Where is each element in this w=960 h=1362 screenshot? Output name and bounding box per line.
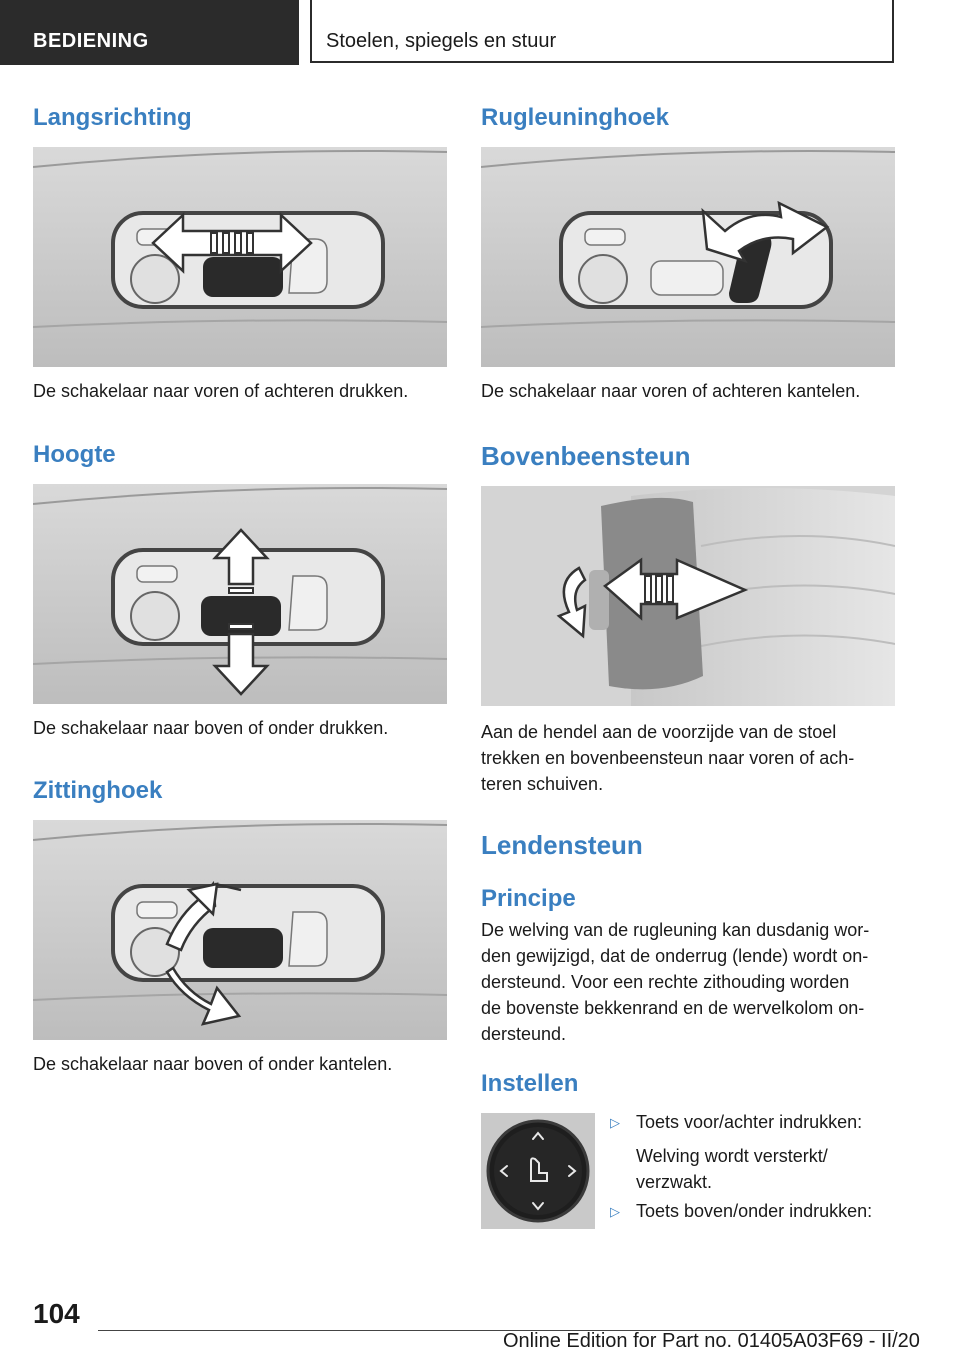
bullet-item: Toets voor/achter indrukken: [636, 1112, 863, 1132]
caption-langsrichting: De schakelaar naar voren of achteren drukken. [33, 381, 409, 401]
header-section-label: BEDIENING [33, 30, 149, 52]
heading-zittinghoek: Zittinghoek [33, 777, 163, 804]
image-seat-switch-height [33, 484, 447, 704]
caption-hoogte: De schakelaar naar boven of onder drukken. [33, 718, 389, 738]
heading-rugleuninghoek: Rugleuninghoek [481, 104, 669, 131]
caption-bovenbeensteun-line: trekken en bovenbeensteun naar voren of ach- [481, 748, 855, 768]
heading-bovenbeensteun: Bovenbeensteun [481, 441, 691, 471]
bullet-triangle-icon: ▷ [610, 1115, 620, 1130]
image-seat-switch-longitudinal [33, 147, 447, 367]
heading-principe: Principe [481, 885, 576, 912]
text-principe-line: dersteund. [481, 1024, 567, 1044]
header-chapter-box [310, 0, 894, 63]
image-thigh-support [481, 486, 895, 706]
heading-lendensteun: Lendensteun [481, 830, 643, 860]
text-principe-line: dersteund. Voor een rechte zithouding worden [481, 972, 850, 992]
text-principe-line: de bovenste bekkenrand en de wervelkolom on- [481, 998, 865, 1018]
bullet-subtext: Welving wordt versterkt/ [636, 1146, 828, 1166]
caption-bovenbeensteun-line: teren schuiven. [481, 774, 604, 794]
bullet-triangle-icon: ▷ [610, 1204, 620, 1219]
bullet-item: Toets boven/onder indrukken: [636, 1201, 873, 1221]
heading-instellen: Instellen [481, 1070, 579, 1097]
text-principe-line: De welving van de rugleuning kan dusdanig wor- [481, 920, 870, 940]
text-principe [481, 917, 869, 1047]
heading-langsrichting: Langsrichting [33, 104, 192, 131]
image-seat-switch-backrest-angle [481, 147, 895, 367]
bullet-subtext: verzwakt. [636, 1172, 713, 1192]
text-principe-line: den gewijzigd, dat de onderrug (lende) wordt on- [481, 946, 869, 966]
heading-hoogte: Hoogte [33, 441, 116, 468]
image-seat-switch-seat-angle [33, 820, 447, 1040]
caption-rugleuninghoek: De schakelaar naar voren of achteren kantelen. [481, 381, 861, 401]
image-lumbar-control-knob [481, 1113, 595, 1229]
caption-zittinghoek: De schakelaar naar boven of onder kantelen. [33, 1054, 393, 1074]
caption-bovenbeensteun [481, 719, 854, 797]
footer-edition: Online Edition for Part no. 01405A03F69 - II/20 [503, 1330, 920, 1352]
page-number: 104 [33, 1298, 80, 1329]
header-section-tab [0, 0, 299, 65]
header-chapter-label: Stoelen, spiegels en stuur [326, 30, 557, 52]
caption-bovenbeensteun-line: Aan de hendel aan de voorzijde van de stoel [481, 722, 837, 742]
